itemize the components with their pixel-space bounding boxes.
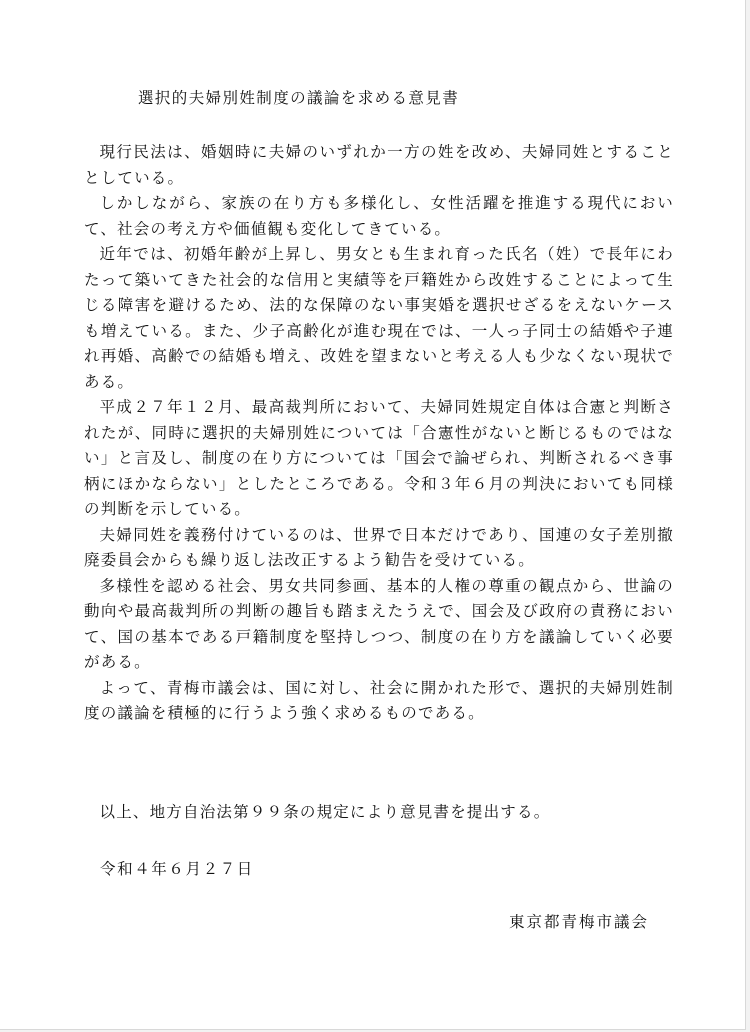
paragraph-2: しかしながら、家族の在り方も多様化し、女性活躍を推進する現代において、社会の考え方や価値観も変化してきている。: [84, 194, 674, 238]
paragraph-6: 多様性を認める社会、男女共同参画、基本的人権の尊重の観点から、世論の動向や最高裁判所の判断の趣旨も踏まえたうえで、国会及び政府の責務において、国の基本である戸籍制度を堅持しつつ、制度の在り方を議論していく必要がある。: [84, 576, 674, 671]
paragraph-7: よって、青梅市議会は、国に対し、社会に開かれた形で、選択的夫婦別姓制度の議論を積極的に行うよう強く求めるものである。: [84, 678, 674, 722]
signatory-name: 東京都青梅市議会: [508, 913, 649, 931]
paragraph-1: 現行民法は、婚姻時に夫婦のいずれか一方の姓を改め、夫婦同姓とすることとしている。: [84, 143, 674, 187]
document-body: [84, 140, 674, 727]
paragraph-5: 夫婦同姓を義務付けているのは、世界で日本だけであり、国連の女子差別撤廃委員会からも繰り返し法改正するよう勧告を受けている。: [84, 525, 674, 569]
paragraph-4: 平成２７年１２月、最高裁判所において、夫婦同姓規定自体は合憲と判断されたが、同時に選択的夫婦別姓については「合憲性がないと断じるものではない」と言及し、制度の在り方については「国会で論ぜられ、判断されるべき事柄にほかならない」としたところである。令和３年６月の判決においても同様の判断を示している。: [84, 398, 674, 518]
document-title: 選択的夫婦別姓制度の議論を求める意見書: [138, 89, 460, 107]
document-date: 令和４年６月２７日: [100, 860, 254, 878]
closing-statement: 以上、地方自治法第９９条の規定により意見書を提出する。: [99, 803, 551, 821]
paragraph-3: 近年では、初婚年齢が上昇し、男女とも生まれ育った氏名（姓）で長年にわたって築いてきた社会的な信用と実績等を戸籍姓から改姓することによって生じる障害を避けるため、法的な保障のない事実婚を選択せざるをえないケースも増えている。また、少子高齢化が進む現在では、一人っ子同士の結婚や子連れ再婚、高齢での結婚も増え、改姓を望まないと考える人も少なくない現状である。: [84, 245, 674, 391]
